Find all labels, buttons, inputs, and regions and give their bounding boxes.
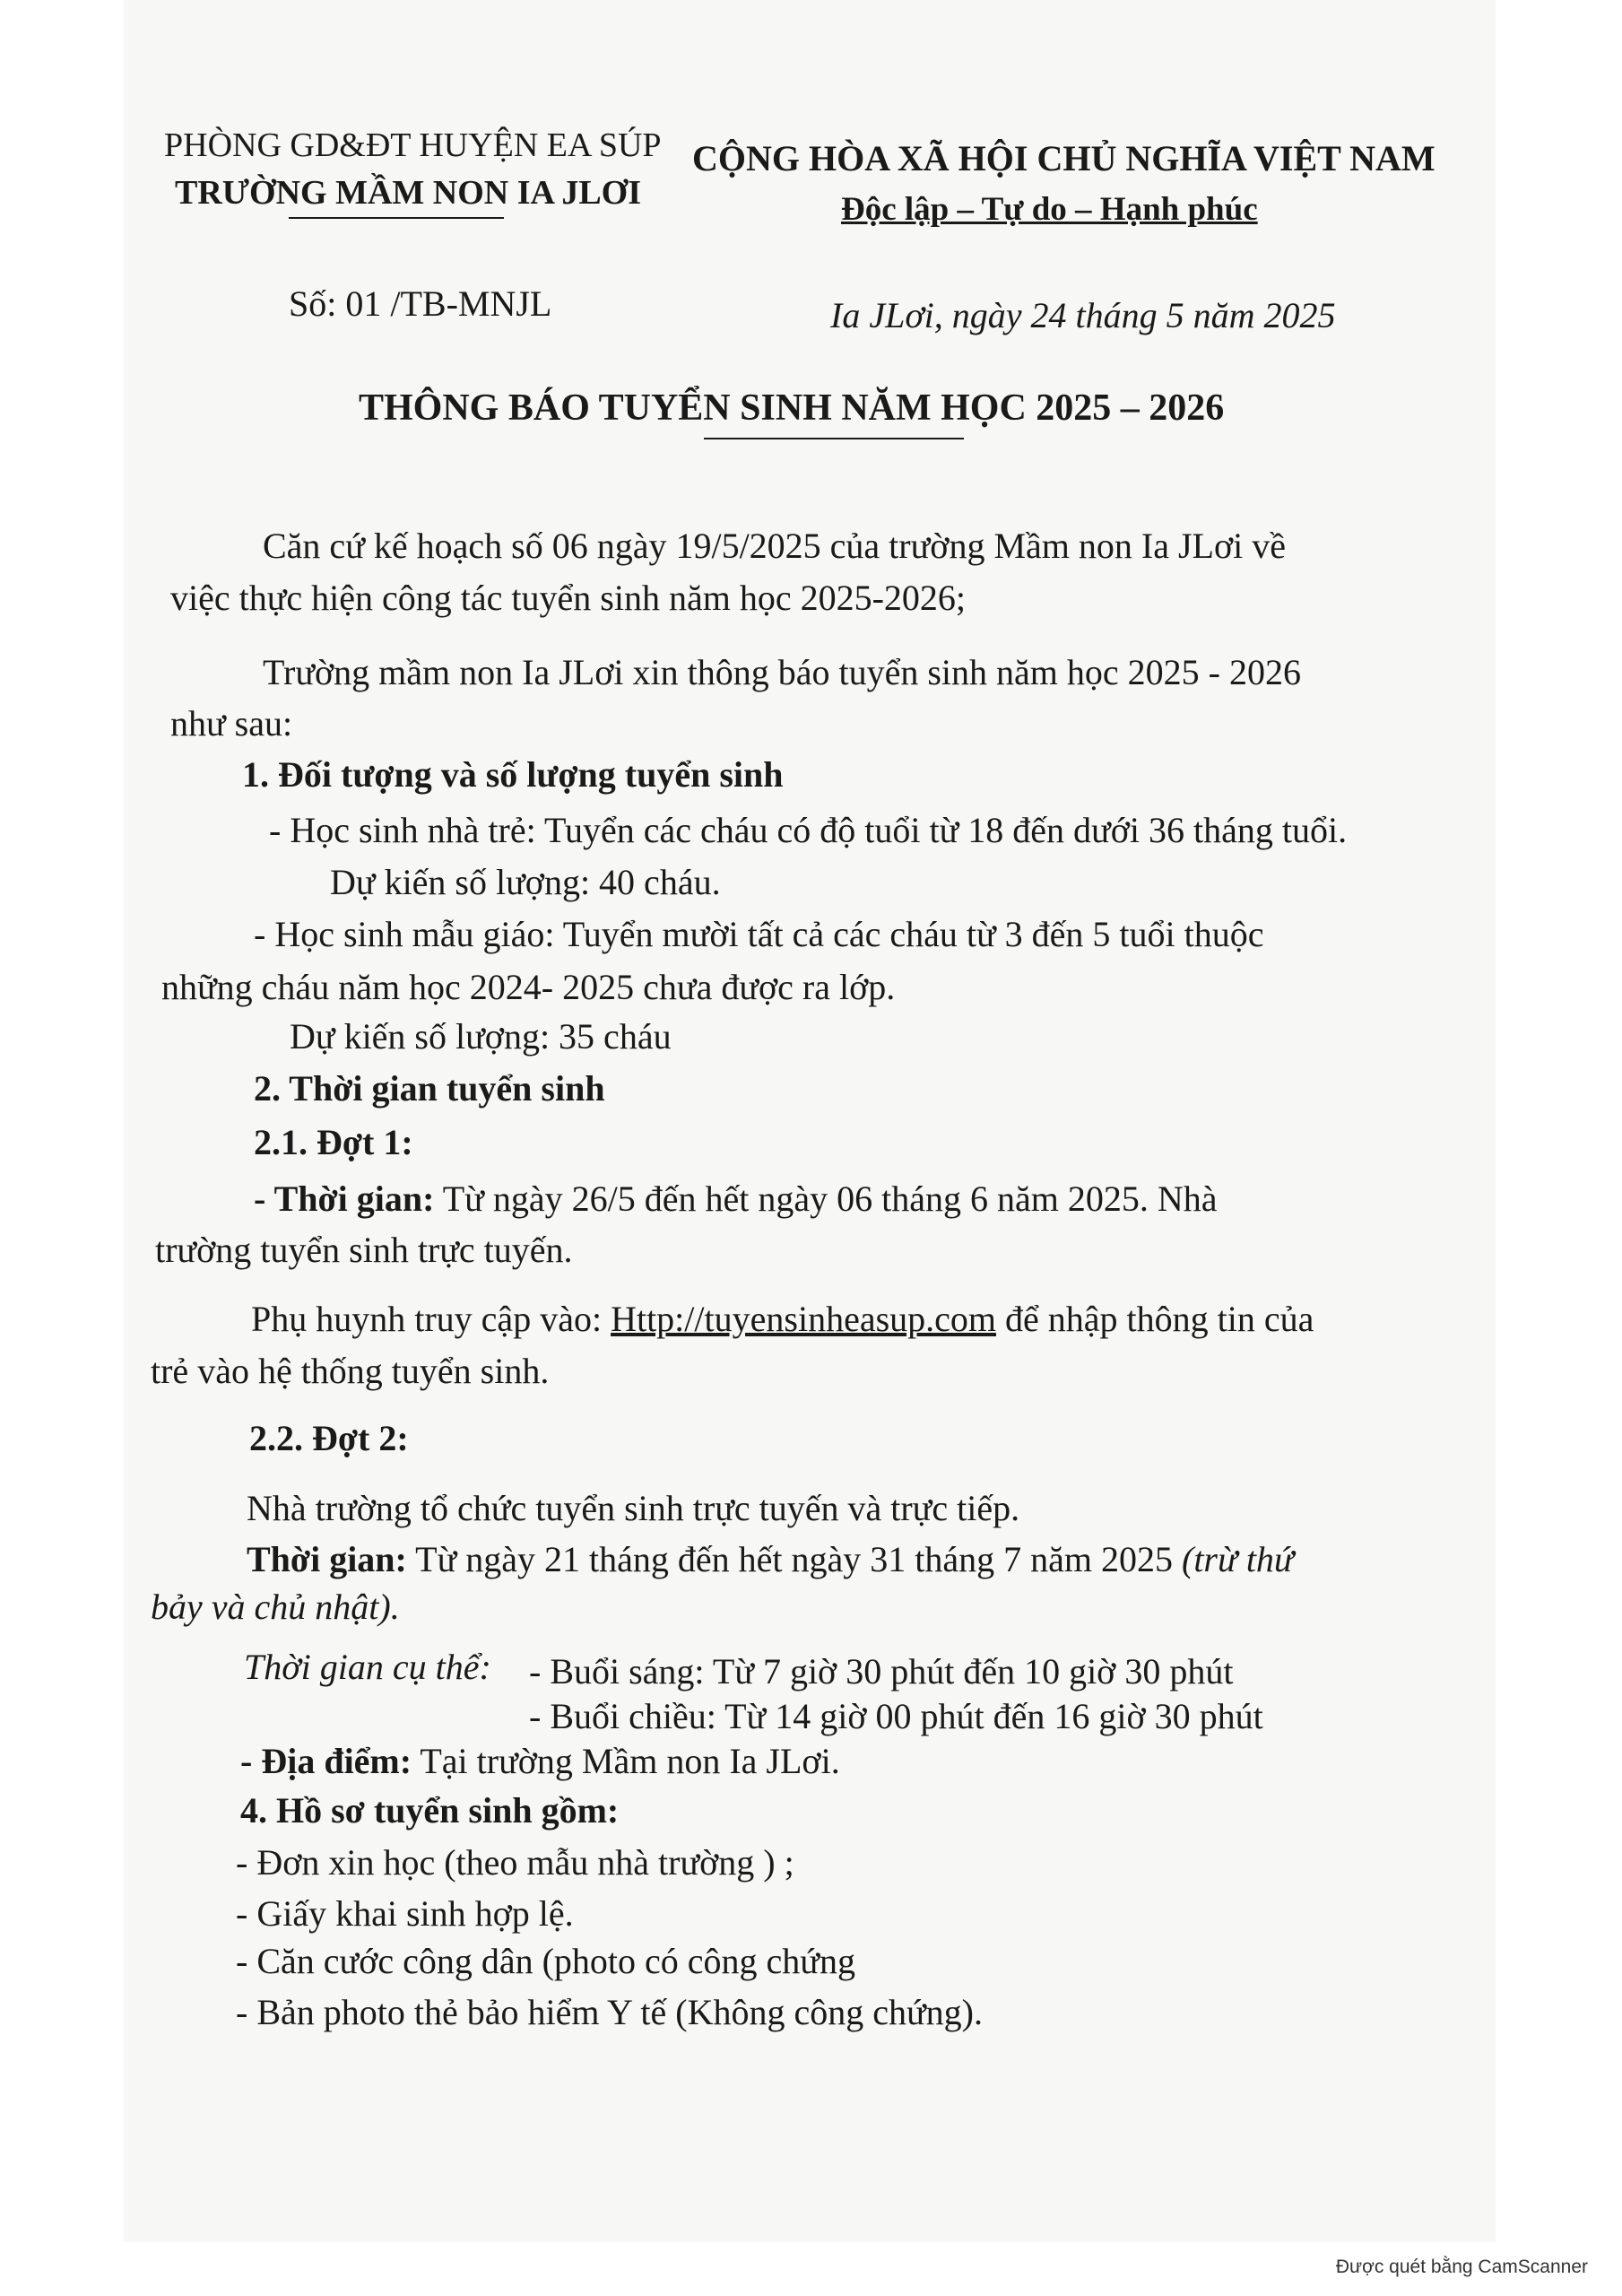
kindergarten-admission-line-1: - Học sinh mẫu giáo: Tuyển mười tất cả các cháu từ 3 đến 5 tuổi thuộc [254, 914, 1264, 954]
round-1-time-text: Từ ngày 26/5 đến hết ngày 06 tháng 6 năm 2025. Nhà [442, 1178, 1218, 1219]
round-2-time-note: (trừ thứ [1182, 1539, 1294, 1579]
section-4-heading: 4. Hồ sơ tuyển sinh gồm: [240, 1790, 620, 1831]
section-2-heading: 2. Thời gian tuyển sinh [254, 1068, 605, 1109]
kindergarten-admission-line-2: những cháu năm học 2024- 2025 chưa được ra lớp. [161, 967, 896, 1007]
access-instruction [251, 1298, 1314, 1341]
requirement-item: - Căn cước công dân (photo có công chứng [236, 1941, 855, 1981]
document-number: Số: 01 /TB-MNJL [289, 283, 552, 324]
round-2-time-text: Từ ngày 21 tháng đến hết ngày 31 tháng 7 năm 2025 [415, 1539, 1173, 1579]
title-underline [704, 438, 964, 439]
afternoon-hours: - Buổi chiều: Từ 14 giờ 00 phút đến 16 giờ 30 phút [529, 1696, 1263, 1736]
round-2-intro: Nhà trường tổ chức tuyển sinh trực tuyến và trực tiếp. [247, 1488, 1020, 1528]
school-name: TRƯỜNG MẦM NON IA JLƠI [175, 174, 642, 212]
national-motto: Độc lập – Tự do – Hạnh phúc [841, 191, 1258, 228]
access-suffix: để nhập thông tin của [1005, 1299, 1314, 1339]
location-text: Tại trường Mầm non Ia JLơi. [420, 1741, 840, 1781]
requirement-item: - Giấy khai sinh hợp lệ. [236, 1893, 574, 1934]
location [240, 1740, 840, 1783]
round-1-heading: 2.1. Đợt 1: [254, 1122, 413, 1162]
round-2-time-label: Thời gian: [247, 1539, 407, 1579]
location-label: - Địa điểm: [240, 1741, 412, 1781]
round-1-time [254, 1178, 1217, 1221]
morning-hours: - Buổi sáng: Từ 7 giờ 30 phút đến 10 giờ 30 phút [529, 1651, 1234, 1692]
department-name: PHÒNG GD&ĐT HUYỆN EA SÚP [164, 126, 662, 164]
scanner-watermark: Được quét bằng CamScanner [1335, 2257, 1588, 2277]
round-1-time-label: - Thời gian: [254, 1178, 435, 1219]
round-2-time-note-line-2: bảy và chủ nhật). [151, 1587, 400, 1627]
intro-paragraph-2-line-1: Trường mầm non Ia JLơi xin thông báo tuyển sinh năm học 2025 - 2026 [263, 652, 1301, 692]
national-title: CỘNG HÒA XÃ HỘI CHỦ NGHĨA VIỆT NAM [692, 138, 1436, 178]
registration-link[interactable]: Http://tuyensinheasup.com [611, 1299, 997, 1339]
requirement-item: - Đơn xin học (theo mẫu nhà trường ) ; [236, 1842, 794, 1883]
access-prefix: Phụ huynh truy cập vào: [251, 1299, 603, 1339]
document-title: THÔNG BÁO TUYỂN SINH NĂM HỌC 2025 – 2026 [359, 387, 1225, 429]
kindergarten-count: Dự kiến số lượng: 35 cháu [290, 1016, 672, 1057]
intro-paragraph-2-line-2: như sau: [170, 703, 293, 744]
intro-paragraph-1-line-2: việc thực hiện công tác tuyển sinh năm học 2025-2026; [170, 578, 967, 618]
nursery-admission: - Học sinh nhà trẻ: Tuyển các cháu có độ tuổi từ 18 đến dưới 36 tháng tuổi. [269, 810, 1348, 850]
school-name-underline [289, 217, 504, 219]
round-2-heading: 2.2. Đợt 2: [249, 1418, 409, 1458]
round-2-time [247, 1538, 1294, 1581]
round-1-time-line-2: trường tuyển sinh trực tuyến. [155, 1230, 573, 1270]
place-date: Ia JLơi, ngày 24 tháng 5 năm 2025 [830, 295, 1336, 335]
requirement-item: - Bản photo thẻ bảo hiểm Y tế (Không công chứng). [236, 1992, 983, 2032]
schedule-label: Thời gian cụ thể: [244, 1647, 491, 1687]
intro-paragraph-1-line-1: Căn cứ kế hoạch số 06 ngày 19/5/2025 của trường Mầm non Ia JLơi về [263, 526, 1286, 566]
section-1-heading: 1. Đối tượng và số lượng tuyển sinh [242, 754, 784, 795]
access-instruction-line-2: trẻ vào hệ thống tuyển sinh. [151, 1351, 550, 1391]
nursery-count: Dự kiến số lượng: 40 cháu. [330, 862, 721, 902]
